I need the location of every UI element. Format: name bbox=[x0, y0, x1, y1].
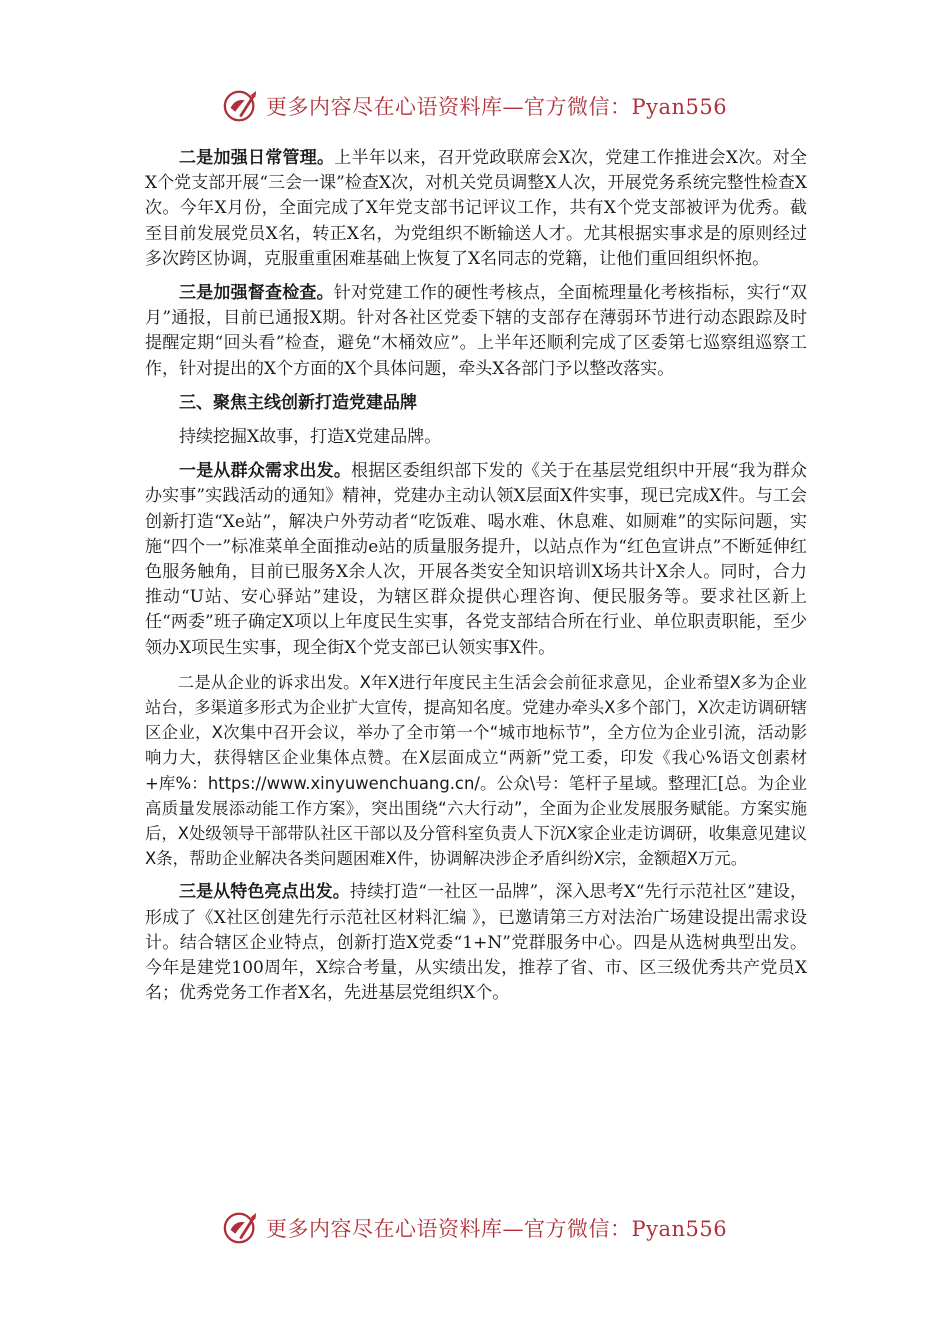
paragraph-lead: 三是加强督查检查。 bbox=[179, 283, 334, 304]
paragraph-text: 持续挖掘X故事，打造X党建品牌。 bbox=[179, 427, 442, 448]
paragraph-intro bbox=[145, 425, 807, 450]
pen-logo-icon bbox=[222, 1209, 260, 1247]
paragraph-highlights bbox=[145, 880, 807, 1006]
paragraph-supervision bbox=[145, 281, 807, 382]
paragraph-lead: 二是加强日常管理。 bbox=[179, 148, 335, 168]
watermark-text: 更多内容尽在心语资料库—官方微信：Pyan556 bbox=[266, 1217, 728, 1241]
paragraph-enterprise bbox=[145, 670, 807, 872]
section-heading: 三、聚焦主线创新打造党建品牌 bbox=[179, 392, 417, 413]
paragraph-text: 二是从企业的诉求出发。X年X进行年度民主生活会会前征求意见，企业希望X多为企业站台，多渠道多形式为企业扩大宣传，提高知名度。党建办牵头X多个部门，X次走访调研辖区企业，X次集中召开会议，举办了全市第一个“城市地标节”，全方位为企业引流，活动影响力大，获得辖区企业集体点赞。在X层面成立“两新”党工委，印发《我心%语文创素材+库%：https://www.xinyuwenchuang.cn/。公众\号：笔杆子星域。整理汇[总。为企业高质量发展添动能工作方案》，突出围绕“六大行动”，全面为企业发展服务赋能。方案实施后，X处级领导干部带队社区干部以及分管科室负责人下沉X家企业走访调研，收集意见建议X条，帮助企业解决各类问题困难X件，协调解决涉企矛盾纠纷X宗，金额超X万元。 bbox=[145, 672, 807, 869]
paragraph-lead: 三是从特色亮点出发。 bbox=[179, 882, 350, 903]
paragraph-text: 针对党建工作的硬性考核点，全面梳理量化考核指标，实行“双月”通报，目前已通报X期。针对各社区党委下辖的支部存在薄弱环节进行动态跟踪及时提醒定期“回头看”检查，避免“木桶效应”。上半年还顺利完成了区委第七巡察组巡察工作，针对提出的X个方面的X个具体问题，牵头X各部门予以整改落实。 bbox=[145, 283, 807, 379]
document-body bbox=[145, 146, 807, 1016]
watermark-header bbox=[222, 86, 727, 126]
pen-logo-icon bbox=[222, 87, 260, 125]
paragraph-mass-needs bbox=[145, 459, 807, 661]
watermark-footer bbox=[222, 1208, 727, 1248]
paragraph-text: 上半年以来，召开党政联席会X次，党建工作推进会X次。对全X个党支部开展“三会一课”检查X次，对机关党员调整X人次，开展党务系统完整性检查X次。今年X月份，全面完成了X年党支部书记评议工作，共有X个党支部被评为优秀。截至目前发展党员X名，转正X名，为党组织不断输送人才。尤其根据实事求是的原则经过多次跨区协调，克服重重困难基础上恢复了X名同志的党籍，让他们重回组织怀抱。 bbox=[145, 148, 807, 269]
paragraph-daily-management bbox=[145, 146, 807, 272]
paragraph-text: 根据区委组织部下发的《关于在基层党组织中开展“我为群众办实事”实践活动的通知》精神，党建办主动认领X层面X件实事，现已完成X件。与工会创新打造“Xe站”，解决户外劳动者“吃饭难、喝水难、休息难、如厕难”的实际问题，实施“四个一”标准菜单全面推动e站的质量服务提升，以站点作为“红色宣讲点”不断延伸红色服务触角，目前已服务X余人次，开展各类安全知识培训X场共计X余人。同时，合力推动“U站、安心驿站”建设，为辖区群众提供心理咨询、便民服务等。要求社区新上任“两委”班子确定X项以上年度民生实事，各党支部结合所在行业、单位职责职能，至少领办X项民生实事，现全街X个党支部已认领实事X件。 bbox=[145, 461, 807, 658]
paragraph-text: 持续打造“一社区一品牌”，深入思考X“先行示范社区”建设，形成了《X社区创建先行示范社区材料汇编 》，已邀请第三方对法治广场建设提出需求设计。结合辖区企业特点，创新打造X党委“1+N”党群服务中心。四是从选树典型出发。今年是建党100周年，X综合考量，从实绩出发，推荐了省、市、区三级优秀共产党员X名；优秀党务工作者X名，先进基层党组织X个。 bbox=[145, 882, 808, 1004]
paragraph-lead: 一是从群众需求出发。 bbox=[179, 461, 352, 482]
watermark-text: 更多内容尽在心语资料库—官方微信：Pyan556 bbox=[266, 95, 728, 119]
